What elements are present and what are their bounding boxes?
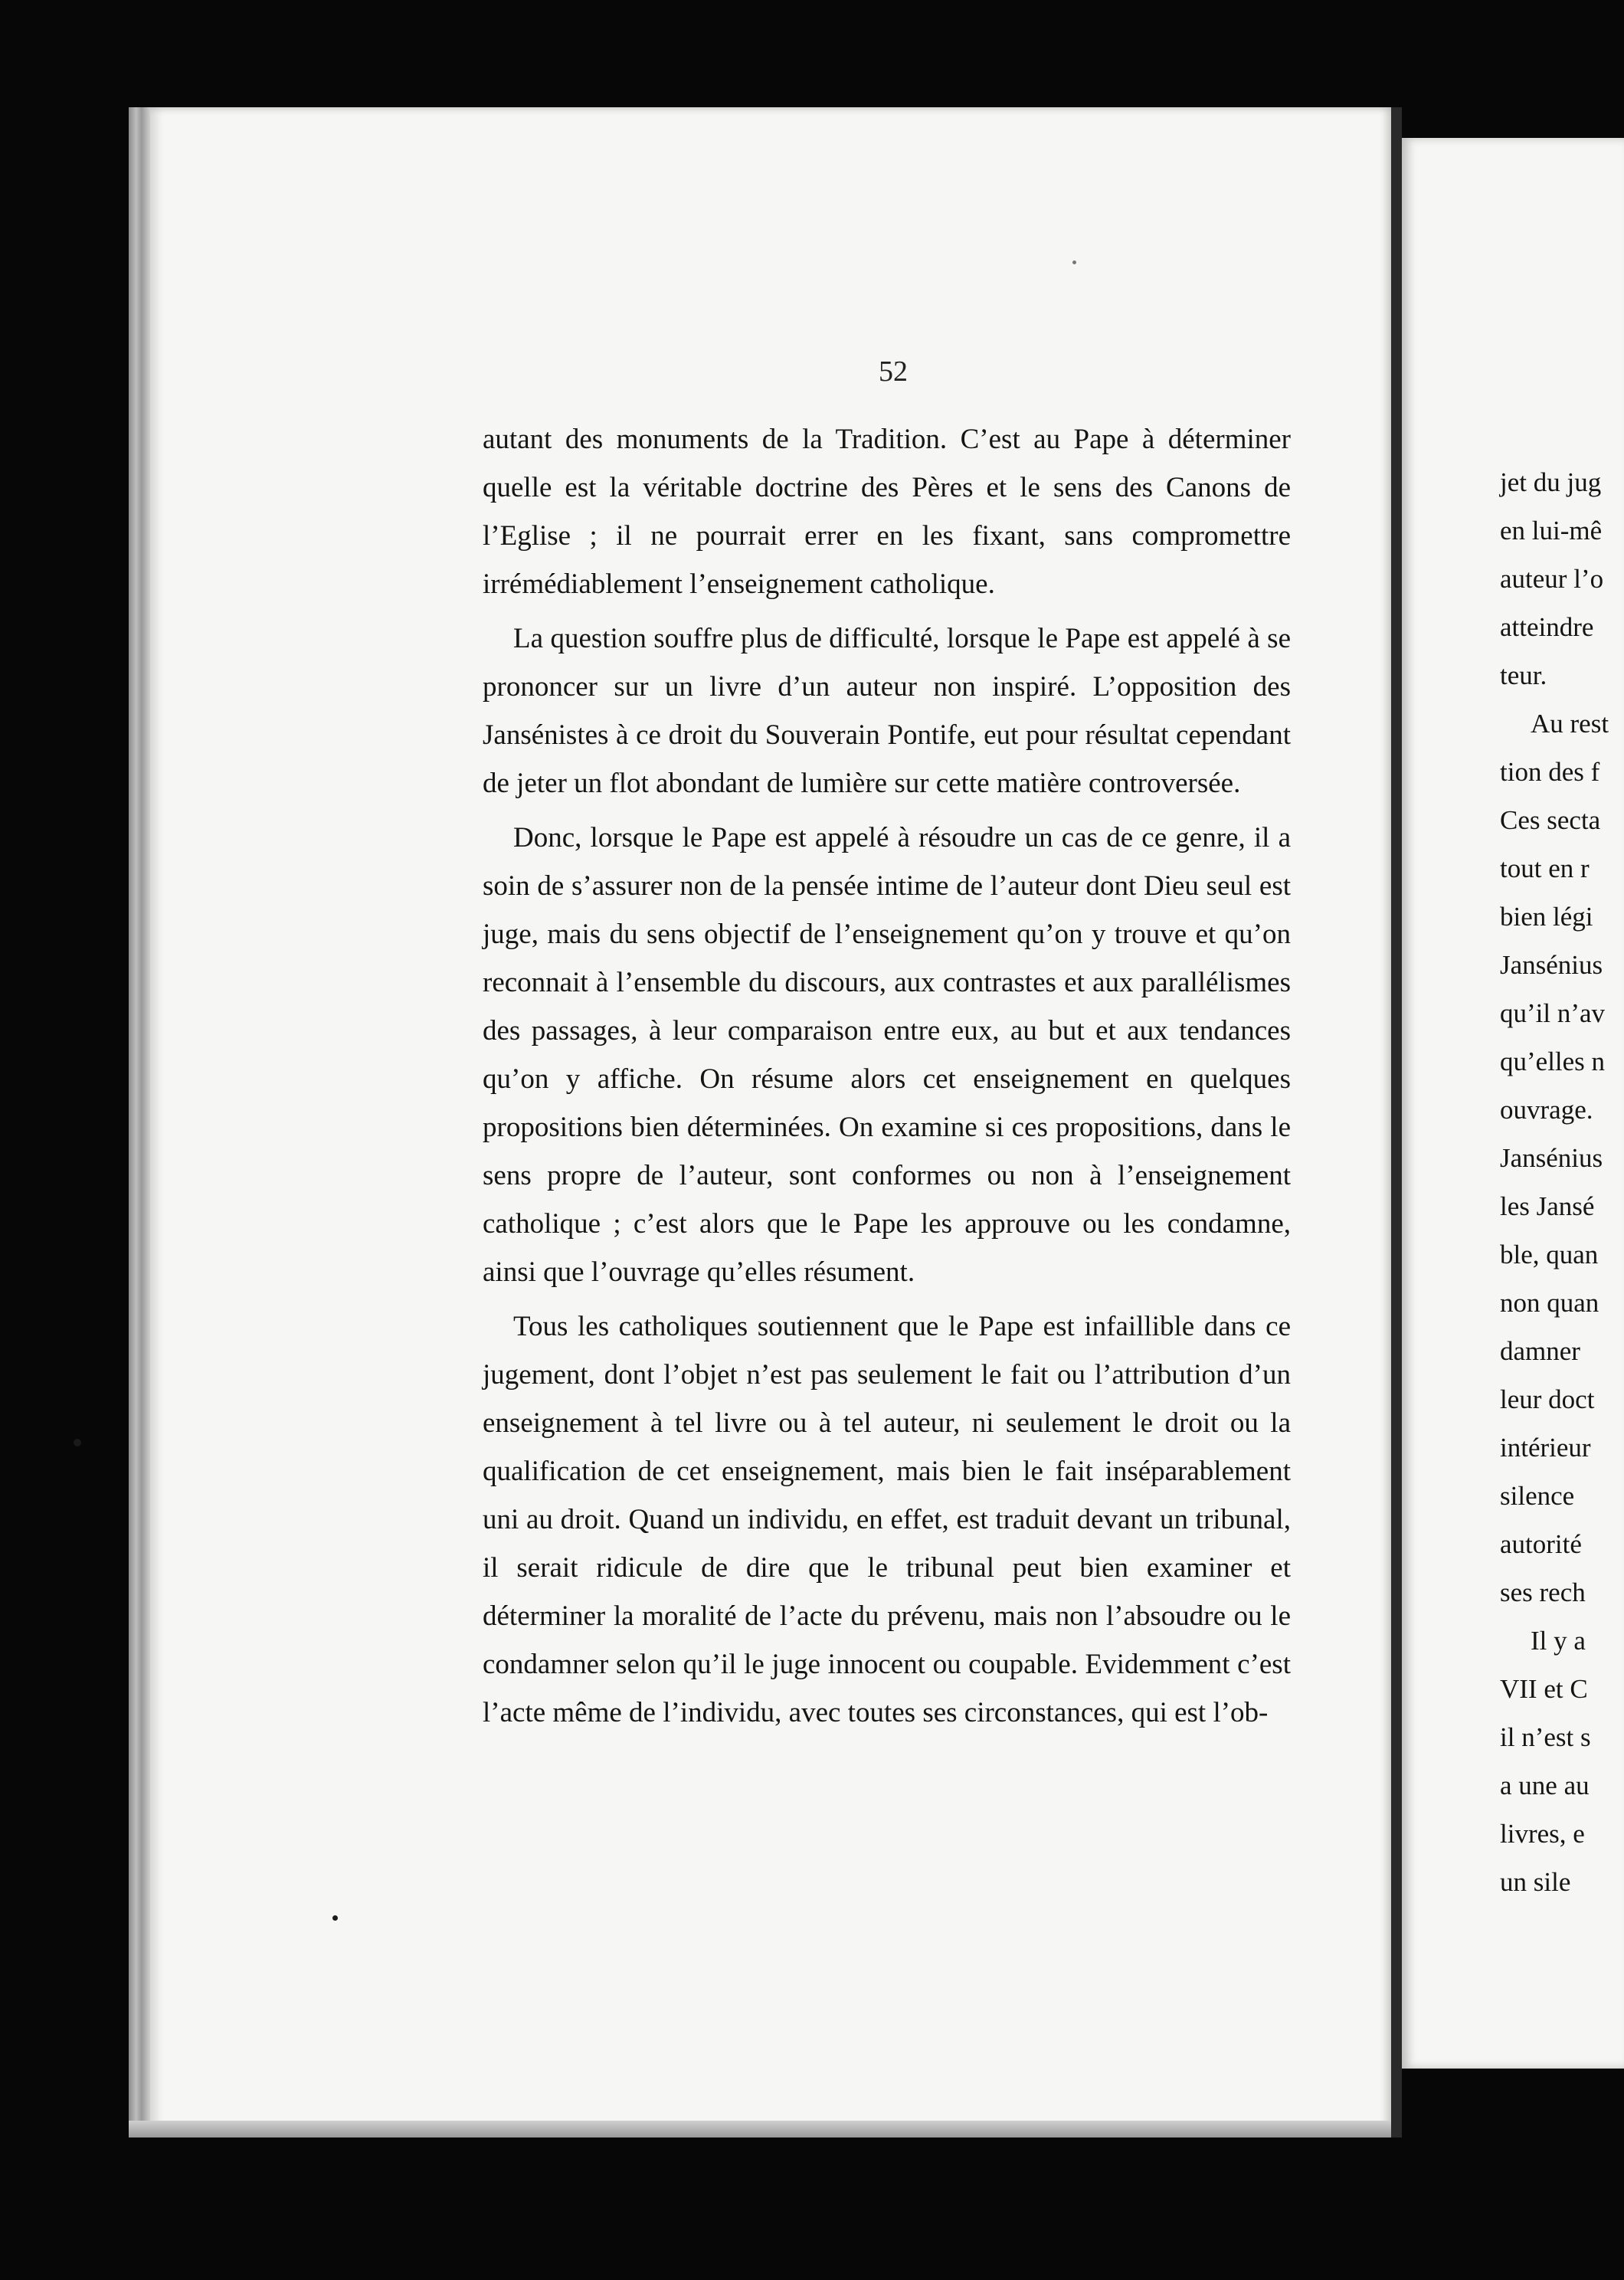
right-page-line: ses rech bbox=[1500, 1577, 1586, 1607]
left-page-body bbox=[483, 415, 1291, 1743]
page-stack-edge bbox=[129, 107, 150, 2138]
right-page-line: bien légi bbox=[1500, 902, 1593, 932]
right-page-line: intérieur bbox=[1500, 1433, 1591, 1463]
paragraph-2: La question souffre plus de difficulté, lorsque le Pape est appelé à se prononcer sur un livre d’un auteur non inspiré. L’opposition des Jansénistes à ce droit du Souverain Pontife, eut pour résultat cependant de jeter un flot abondant de lumière sur cette matière controversée. bbox=[483, 623, 1291, 799]
page-number: 52 bbox=[879, 355, 908, 388]
paragraph-4: Tous les catholiques soutiennent que le Pape est infaillible dans ce jugement, dont l’objet n’est pas seulement le fait ou l’attribution d’un enseignement à tel livre ou à tel auteur, ni seulement le droit ou la qualification de cet enseignement, mais bien le fait inséparablement uni au droit. Quand un individu, en effet, est traduit devant un tribunal, il serait ridicule de dire que le tribunal peut bien examiner et déterminer la moralité de l’acte du prévenu, mais non l’absoudre ou le condamner selon qu’il le juge innocent ou coupable. Evidemment c’est l’acte même de l’individu, avec toutes ses circonstances, qui est l’ob- bbox=[483, 1311, 1291, 1728]
right-page-line: Ces secta bbox=[1500, 805, 1601, 835]
right-page-line: non quan bbox=[1500, 1288, 1599, 1318]
scan-dust-speck bbox=[1072, 260, 1076, 264]
right-page-line: autorité bbox=[1500, 1529, 1582, 1559]
right-page-line: leur doct bbox=[1500, 1384, 1595, 1414]
right-page-line: silence bbox=[1500, 1481, 1575, 1511]
right-page-line: tion des f bbox=[1500, 757, 1600, 787]
paragraph-3: Donc, lorsque le Pape est appelé à résoudre un cas de ce genre, il a soin de s’assurer non de la pensée intime de l’auteur dont Dieu seul est juge, mais du sens objectif de l’enseignement qu’on y trouve et qu’on reconnait à l’ensemble du discours, aux contrastes et aux parallélismes des passages, à leur comparaison entre eux, au but et aux tendances qu’on y affiche. On résume alors cet enseignement en quelques propositions bien déterminées. On examine si ces propositions, dans le sens propre de l’auteur, sont conformes ou non à l’enseignement catholique ; c’est alors que le Pape les approuve ou les condamne, ainsi que l’ouvrage qu’elles résument. bbox=[483, 822, 1291, 1288]
right-page-line: Jansénius bbox=[1500, 1143, 1603, 1173]
right-page-line: tout en r bbox=[1500, 853, 1590, 883]
scan-dust-speck bbox=[332, 1915, 338, 1921]
right-page-line: qu’elles n bbox=[1500, 1047, 1606, 1076]
right-page-line: jet du jug bbox=[1500, 467, 1602, 497]
right-page-line: livres, e bbox=[1500, 1819, 1585, 1849]
right-page-line: il n’est s bbox=[1500, 1722, 1591, 1752]
scan-dust-speck bbox=[74, 1439, 81, 1446]
right-page-line: Jansénius bbox=[1500, 950, 1603, 980]
right-page-line: qu’il n’av bbox=[1500, 998, 1606, 1028]
right-page-line: ble, quan bbox=[1500, 1240, 1599, 1269]
page-bottom-edge bbox=[129, 2121, 1391, 2138]
right-page-line: a une au bbox=[1500, 1771, 1590, 1800]
right-page-line: ouvrage. bbox=[1500, 1095, 1593, 1125]
paragraph-1: autant des monuments de la Tradition. C’est au Pape à déterminer quelle est la véritable doctrine des Pères et le sens des Canons de l’Eglise ; il ne pourrait errer en les fixant, sans compromettre irrémédiablement l’enseignement catholique. bbox=[483, 424, 1291, 600]
right-page-line: les Jansé bbox=[1500, 1191, 1595, 1221]
right-page-line: VII et C bbox=[1500, 1674, 1588, 1704]
right-page-line: damner bbox=[1500, 1336, 1580, 1366]
right-page-line: auteur l’o bbox=[1500, 564, 1604, 594]
right-page-line: un sile bbox=[1500, 1867, 1571, 1897]
right-page-body bbox=[1500, 458, 1624, 1906]
book-gutter bbox=[1391, 107, 1402, 2138]
right-page-line: Au rest bbox=[1531, 709, 1609, 739]
right-page-line: en lui-mê bbox=[1500, 516, 1603, 545]
right-page-line: atteindre bbox=[1500, 612, 1594, 642]
right-page-line: Il y a bbox=[1531, 1626, 1586, 1656]
right-page-line: teur. bbox=[1500, 660, 1547, 690]
